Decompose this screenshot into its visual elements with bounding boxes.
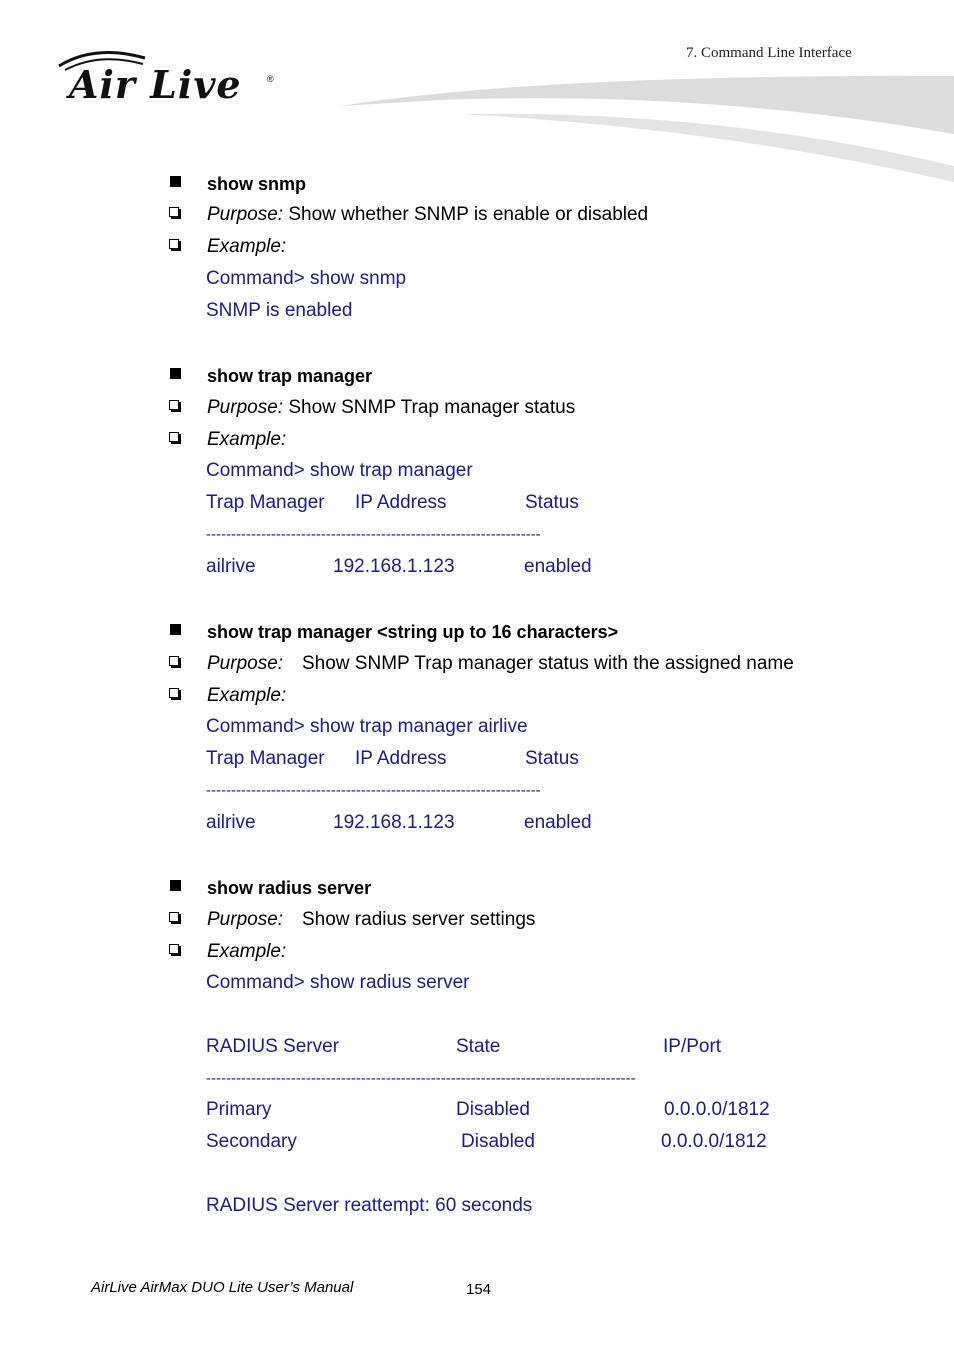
table-cell: 0.0.0.0/1812 xyxy=(661,1131,767,1152)
table-header-cell: IP/Port xyxy=(663,1036,722,1057)
purpose-text: Show SNMP Trap manager status with the assigned name xyxy=(302,653,794,674)
table-cell: enabled xyxy=(524,812,592,833)
page-number: 154 xyxy=(466,1281,492,1298)
example-label: Example: xyxy=(207,429,287,450)
table-header-cell: IP Address xyxy=(355,748,447,769)
table-divider: ------------------------------------------------------------------- xyxy=(206,526,541,543)
table-cell: enabled xyxy=(524,556,592,577)
section-bullet-icon xyxy=(170,368,181,379)
purpose-label: Purpose: xyxy=(207,397,284,418)
table-header-cell: RADIUS Server xyxy=(206,1036,340,1057)
section-title: show radius server xyxy=(207,878,372,898)
header-swoosh-graphic xyxy=(340,70,954,185)
checkbox-bullet-icon xyxy=(169,432,179,442)
purpose-text: Show whether SNMP is enable or disabled xyxy=(283,204,649,225)
table-header-cell: Trap Manager xyxy=(206,748,325,769)
logo-text: Air Live xyxy=(69,62,242,107)
section-bullet-icon xyxy=(170,624,181,635)
table-cell: ailrive xyxy=(206,556,256,577)
command-line: Command> show trap manager xyxy=(206,460,473,481)
checkbox-bullet-icon xyxy=(169,207,179,217)
example-label: Example: xyxy=(207,685,287,706)
table-cell: ailrive xyxy=(206,812,256,833)
footer-manual-title: AirLive AirMax DUO Lite User’s Manual xyxy=(91,1279,354,1296)
table-cell: Secondary xyxy=(206,1131,297,1152)
section-bullet-icon xyxy=(170,880,181,891)
reattempt-line: RADIUS Server reattempt: 60 seconds xyxy=(206,1195,533,1216)
checkbox-bullet-icon xyxy=(169,688,179,698)
example-label: Example: xyxy=(207,236,287,257)
table-cell: Disabled xyxy=(456,1099,530,1120)
logo-registered-mark: ® xyxy=(267,74,274,84)
purpose-label: Purpose: xyxy=(207,653,284,674)
checkbox-bullet-icon xyxy=(169,400,179,410)
command-line: Command> show radius server xyxy=(206,972,470,993)
command-line: Command> show snmp xyxy=(206,268,407,289)
table-header-cell: Status xyxy=(525,492,579,513)
section-bullet-icon xyxy=(170,176,181,187)
checkbox-bullet-icon xyxy=(169,656,179,666)
section-title: show trap manager xyxy=(207,366,373,386)
purpose-line xyxy=(207,204,648,226)
chapter-title: 7. Command Line Interface xyxy=(686,45,852,61)
table-header-cell: Trap Manager xyxy=(206,492,325,513)
section-title: show snmp xyxy=(207,174,307,194)
table-divider: -------------------------------------------------------------------------------------- xyxy=(206,1070,636,1087)
table-cell: Primary xyxy=(206,1099,272,1120)
checkbox-bullet-icon xyxy=(169,944,179,954)
table-header-cell: State xyxy=(456,1036,501,1057)
checkbox-bullet-icon xyxy=(169,912,179,922)
purpose-text: Show radius server settings xyxy=(302,909,536,930)
table-header-cell: Status xyxy=(525,748,579,769)
table-cell: Disabled xyxy=(461,1131,535,1152)
checkbox-bullet-icon xyxy=(169,239,179,249)
table-divider: ------------------------------------------------------------------- xyxy=(206,782,541,799)
table-cell: 192.168.1.123 xyxy=(333,556,455,577)
airlive-logo xyxy=(55,48,285,112)
table-header-cell: IP Address xyxy=(355,492,447,513)
command-line: Command> show trap manager airlive xyxy=(206,716,528,737)
output-line: SNMP is enabled xyxy=(206,300,353,321)
purpose-label: Purpose: xyxy=(207,204,284,225)
table-cell: 0.0.0.0/1812 xyxy=(664,1099,770,1120)
purpose-label: Purpose: xyxy=(207,909,284,930)
purpose-line xyxy=(207,397,575,419)
example-label: Example: xyxy=(207,941,287,962)
table-cell: 192.168.1.123 xyxy=(333,812,455,833)
purpose-text: Show SNMP Trap manager status xyxy=(283,397,576,418)
section-title: show trap manager <string up to 16 characters> xyxy=(207,622,619,642)
